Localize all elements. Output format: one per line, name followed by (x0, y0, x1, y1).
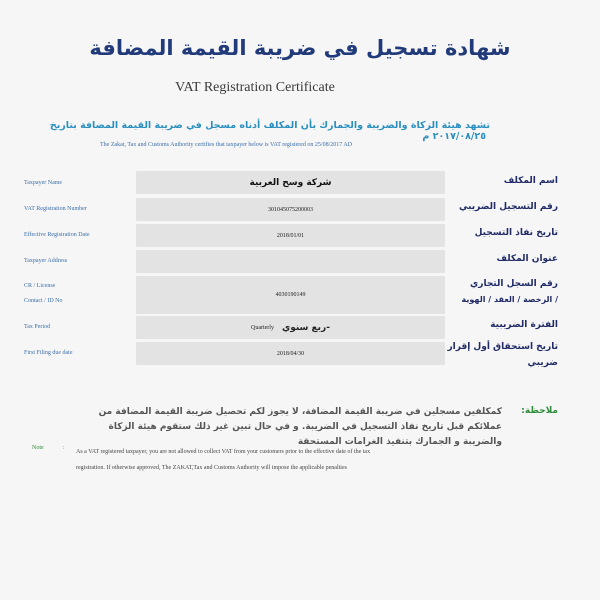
intro-date-ar: ٢٠١٧/٠٨/٢٥ م (422, 131, 486, 142)
label-cr-license-en: CR / License (24, 283, 56, 289)
label-effective-date-ar: تاريخ نفاذ التسجيل (474, 228, 558, 238)
intro-text-en: The Zakat, Tax and Customs Authority certifies that taxpayer below is VAT registered on 25/08/2017 AD (100, 142, 353, 148)
label-taxpayer-name-en: Taxpayer Name (24, 180, 63, 186)
label-vat-number-en: VAT Registration Number (24, 206, 87, 212)
intro-statement-ar: تشهد هيئة الزكاة والضريبة والجمارك بأن المكلف أدناه مسجل في ضريبة القيمة المضافة بتاريخ (49, 120, 490, 131)
tax-period-ar: ربع سنوي- (281, 322, 330, 333)
value-effective-date: 2018/01/01 (136, 224, 445, 247)
label-first-filing-ar-1: تاريخ استحقاق أول إقرار (447, 342, 558, 352)
note-text-en-line-1: As a VAT registered taxpayer, you are not allowed to collect VAT from your customers prior to the effective date of the tax (76, 449, 371, 455)
label-tax-period-ar: الفترة الضريبية (490, 320, 558, 330)
certificate-title-ar: شهادة تسجيل في ضريبة القيمة المضافة (89, 36, 511, 60)
note-text-en-line-2: registration. If otherwise approved, The ZAKAT,Tax and Customs Authority will impose the applicable penalties (76, 465, 347, 471)
value-cr-license: 4030190149 (136, 276, 445, 314)
value-taxpayer-name: شركة وسح العربية (136, 171, 445, 194)
label-cr-license-ar: رقم السجل التجاري (470, 279, 558, 289)
label-contact-id-en: Contact / ID No (24, 298, 63, 304)
label-first-filing-en: First Filing due date (24, 350, 73, 356)
value-tax-period (136, 316, 445, 339)
label-vat-number-ar: رقم التسجيل الضريبي (459, 202, 558, 212)
certificate-title-en: VAT Registration Certificate (175, 80, 335, 95)
note-colon-en: : (63, 445, 65, 451)
intro-text-ar (20, 120, 490, 142)
note-label-ar: ملاحظة: (521, 406, 558, 416)
label-tax-period-en: Tax Period (24, 324, 51, 330)
label-address-ar: عنوان المكلف (496, 254, 558, 264)
note-label-en: Note (32, 445, 44, 451)
label-effective-date-en: Effective Registration Date (24, 232, 90, 238)
label-taxpayer-name-ar: اسم المكلف (503, 176, 558, 186)
label-address-en: Taxpayer Address (24, 258, 68, 264)
label-contact-id-ar: / الرخصة / العقد / الهوية (461, 295, 558, 304)
value-vat-number: 301045075200003 (136, 198, 445, 221)
note-text-en (76, 444, 396, 476)
value-address (136, 250, 445, 273)
value-first-filing: 2018/04/30 (136, 342, 445, 365)
label-first-filing-ar-2: ضريبي (527, 358, 558, 368)
note-text-ar: كمكلفين مسجلين في ضريبة القيمة المضافة، لا يجوز لكم تحصيل ضريبة القيمة المضافة من عملائكم قبل تاريخ نفاذ التسجيل في الضريبة. و في حال تبين غير ذلك ستقوم هيئة الزكاة والضريبة و الجمارك بتنفيذ الغرامات المستحقة (98, 407, 502, 447)
tax-period-en: Quarterly (250, 324, 274, 331)
